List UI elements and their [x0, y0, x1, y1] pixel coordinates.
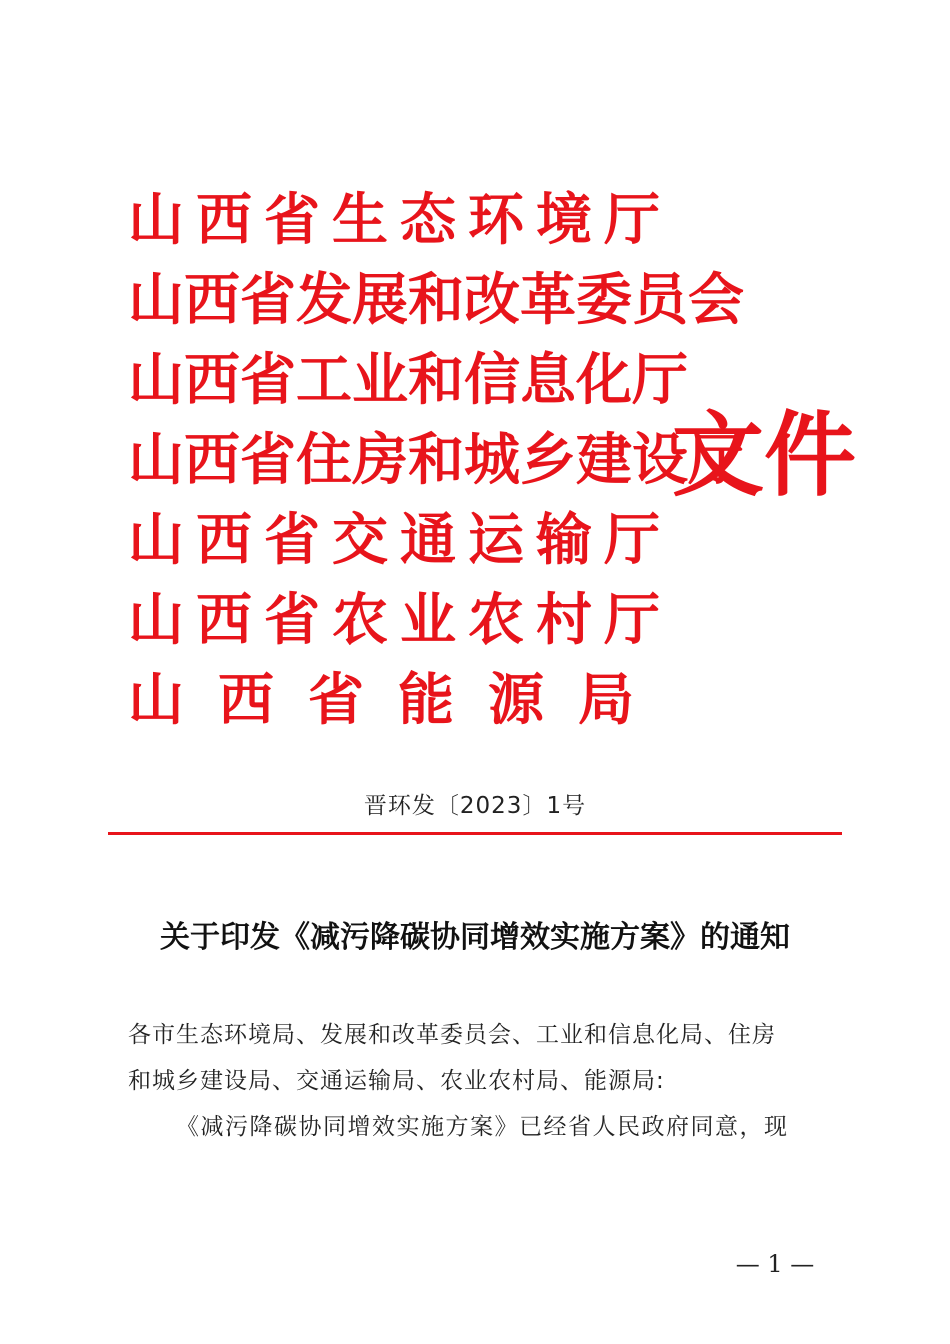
- issuing-organizations: [128, 180, 744, 740]
- issuer-name: 山西省发展和改革委员会: [128, 267, 744, 333]
- issuer-name: 山西省能源局: [128, 667, 668, 733]
- addressee-line: 各市生态环境局、发展和改革委员会、工业和信息化局、住房: [128, 1022, 776, 1048]
- document-number: 晋环发〔2023〕1号: [363, 793, 587, 819]
- document-type-label: 文件: [672, 401, 857, 509]
- issuer-name: 山西省交通运输厅: [128, 507, 672, 573]
- page-number: — 1 —: [735, 1250, 815, 1278]
- red-divider-line: [108, 832, 842, 835]
- notice-title: 关于印发《减污降碳协同增效实施方案》的通知: [160, 920, 790, 955]
- body-paragraph: 《减污降碳协同增效实施方案》已经省人民政府同意，现: [176, 1114, 789, 1140]
- issuer-name: 山西省工业和信息化厅: [128, 347, 688, 413]
- issuer-name: 山西省住房和城乡建设厅: [128, 427, 744, 493]
- document-body: [128, 1012, 828, 1150]
- issuer-name: 山西省生态环境厅: [128, 187, 672, 253]
- addressee-line: 和城乡建设局、交通运输局、农业农村局、能源局:: [128, 1068, 665, 1094]
- issuer-name: 山西省农业农村厅: [128, 587, 672, 653]
